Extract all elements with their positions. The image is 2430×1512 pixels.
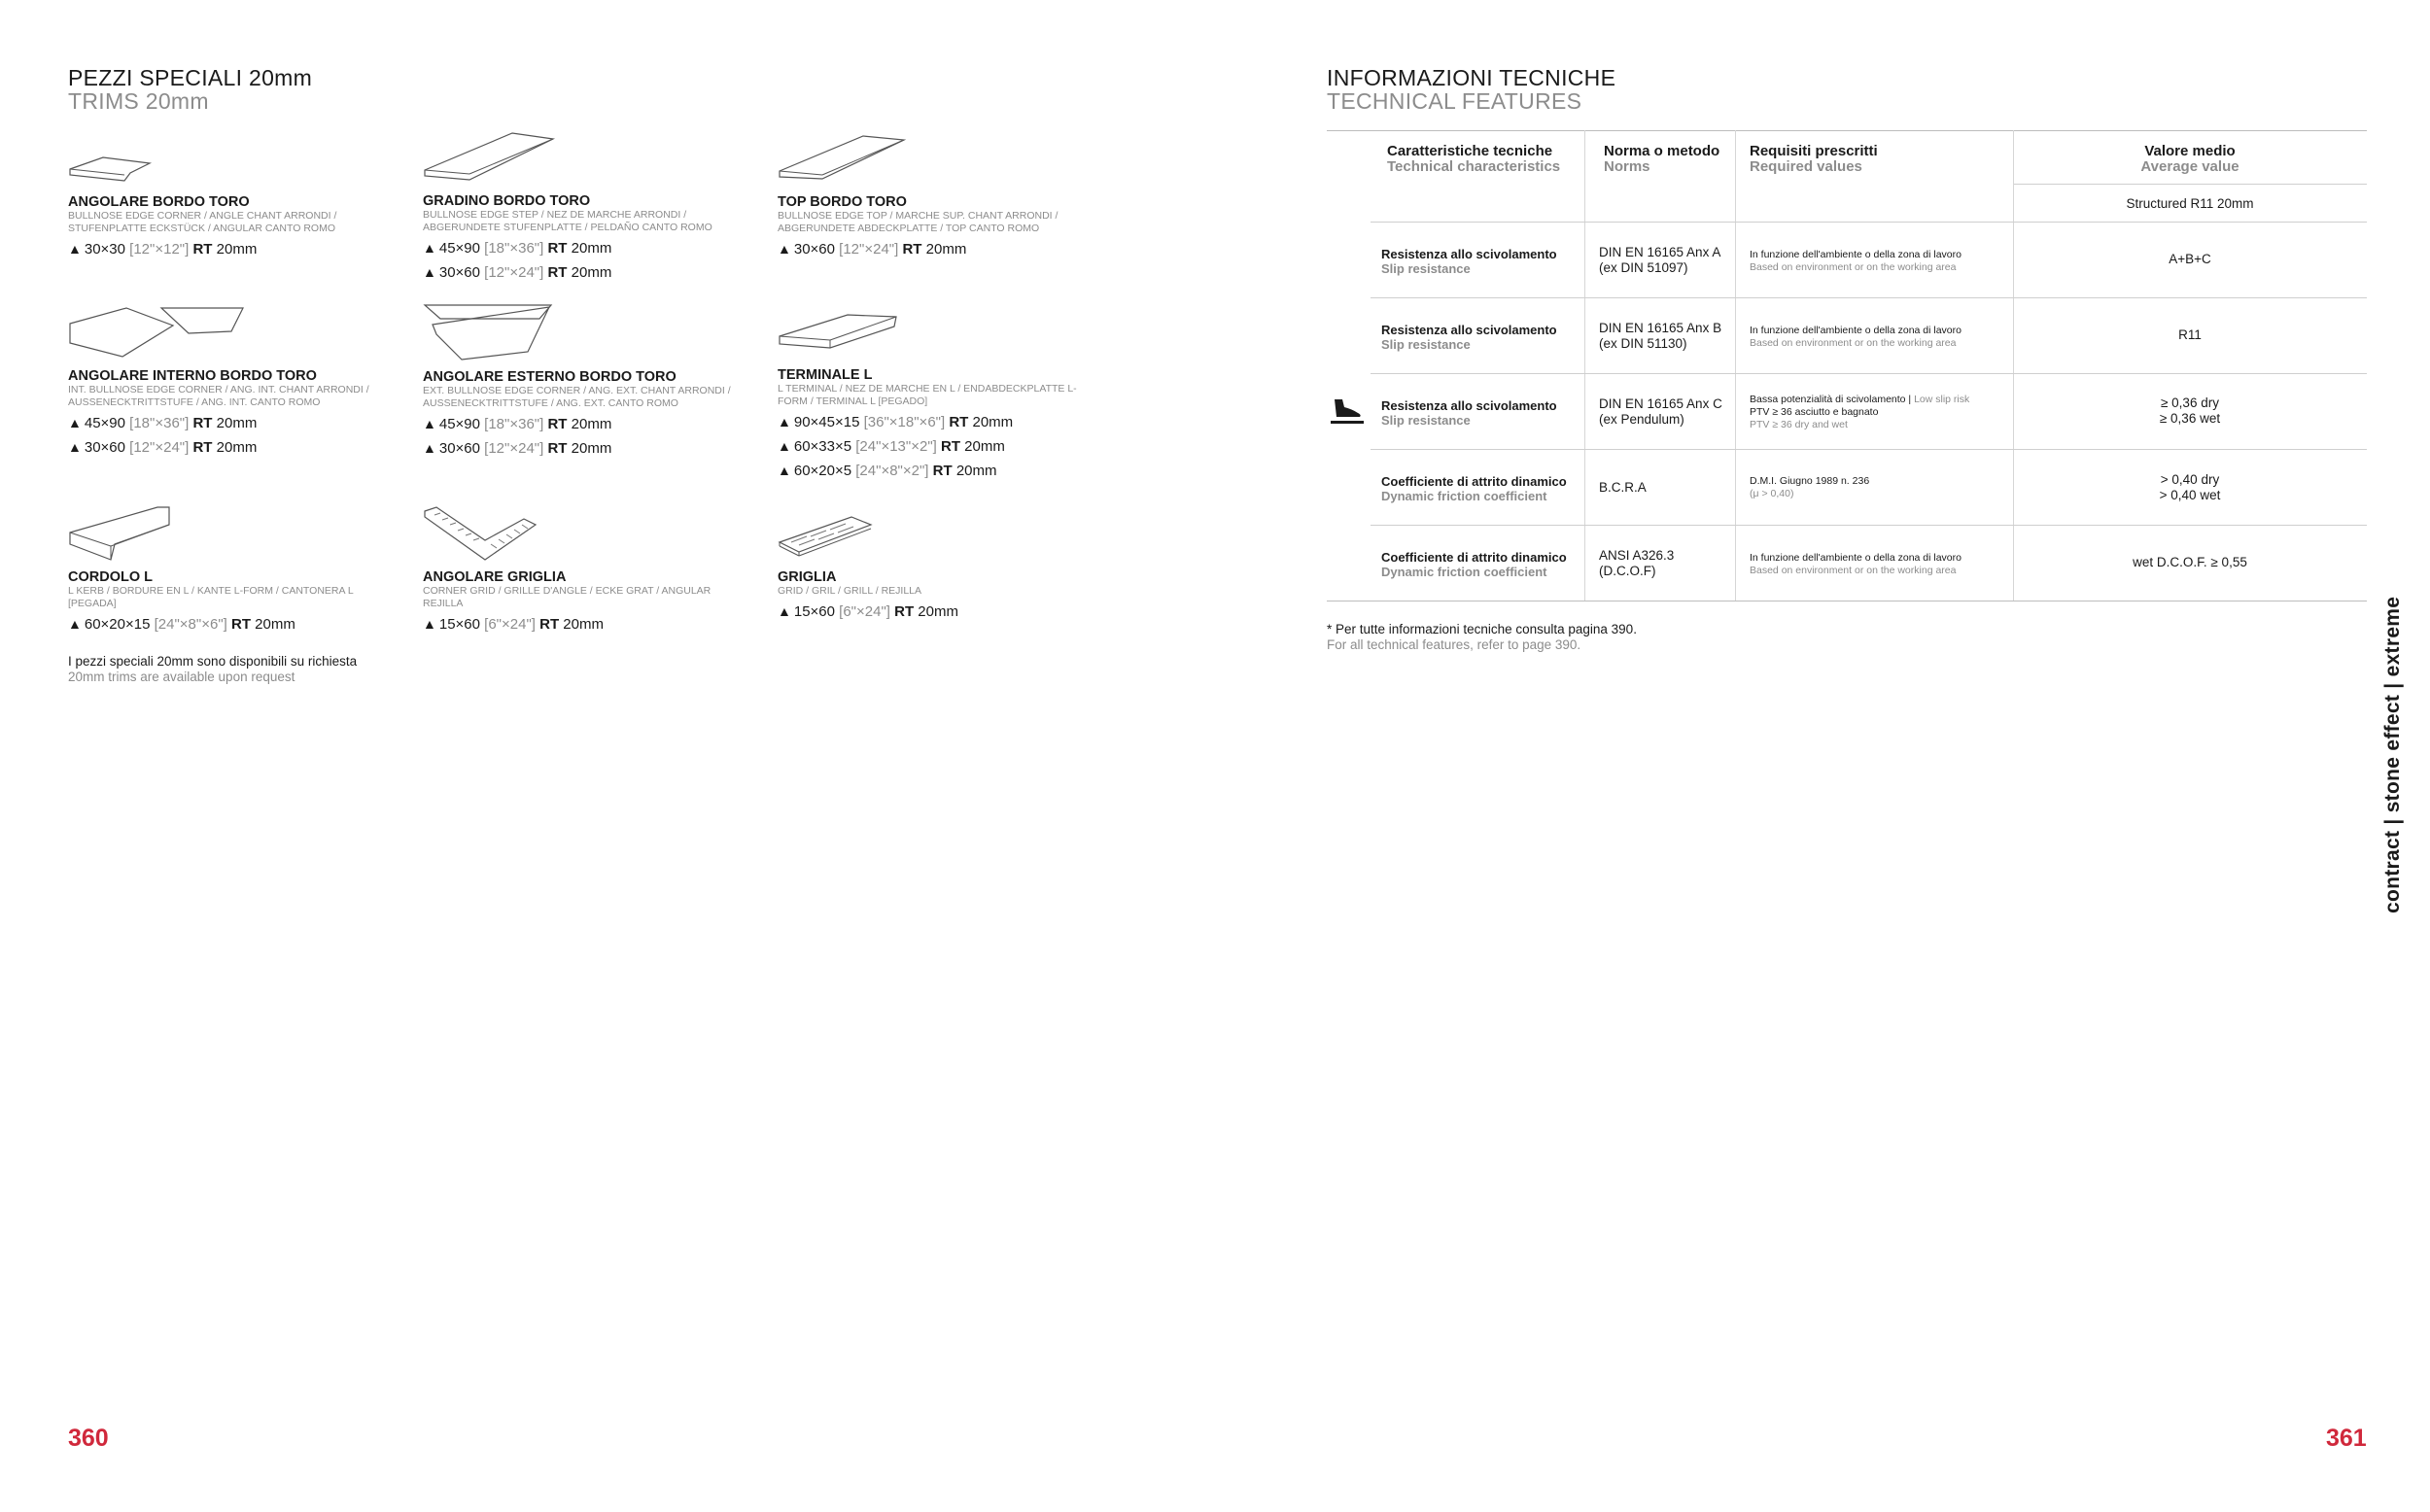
trim-terminale-l	[778, 311, 1098, 481]
trim-angolare-interno-bordo-toro	[68, 304, 389, 458]
trim-description: L TERMINAL / NEZ DE MARCHE EN L / ENDABDECKPLATTE L-FORM / TERMINAL L [PEGADO]	[778, 383, 1077, 407]
size-row: ▲ 30×60 [12"×24"] RT 20mm	[423, 264, 612, 281]
shoe-slip-icon	[1331, 397, 1364, 427]
page-number-left: 360	[68, 1425, 109, 1452]
row-characteristic: Coefficiente di attrito dinamico Dynamic friction coefficient	[1381, 550, 1567, 579]
trim-description: BULLNOSE EDGE TOP / MARCHE SUP. CHANT ARRONDI / ABGERUNDETE ABDECKPLATTE / TOP CANTO ROMO	[778, 210, 1059, 234]
trim-name: ANGOLARE BORDO TORO	[68, 194, 250, 210]
trim-drawing-icon	[68, 154, 156, 189]
trim-description: EXT. BULLNOSE EDGE CORNER / ANG. EXT. CHANT ARRONDI / AUSSENECKTRITTSTUFE / ANG. EXT. CANTO ROMO	[423, 385, 731, 409]
trim-top-bordo-toro	[778, 132, 1098, 259]
trim-drawing-icon	[423, 505, 539, 564]
trim-name: GRIGLIA	[778, 569, 837, 585]
trim-gradino-bordo-toro	[423, 129, 744, 283]
trim-description: L KERB / BORDURE EN L / KANTE L-FORM / CANTONERA L [PEGADA]	[68, 585, 354, 609]
header-characteristics: Caratteristiche tecniche Technical characteristics	[1387, 143, 1561, 175]
header-average-value: Valore medio Average value	[2140, 143, 2239, 175]
trim-cordolo-l	[68, 503, 389, 635]
trim-drawing-icon	[778, 311, 904, 361]
row-requirement: D.M.I. Giugno 1989 n. 236 (μ > 0,40)	[1750, 475, 1870, 499]
row-norm: B.C.R.A	[1599, 480, 1647, 495]
left-subtitle: TRIMS 20mm	[68, 88, 209, 114]
row-norm: DIN EN 16165 Anx C (ex Pendulum)	[1599, 396, 1722, 427]
row-value: A+B+C	[2169, 252, 2211, 266]
trim-name: ANGOLARE INTERNO BORDO TORO	[68, 368, 317, 384]
size-row: ▲ 45×90 [18"×36"] RT 20mm	[423, 240, 612, 257]
trim-description: BULLNOSE EDGE CORNER / ANGLE CHANT ARRONDI / STUFENPLATTE ECKSTÜCK / ANGULAR CANTO ROMO	[68, 210, 337, 234]
header-required-values: Requisiti prescritti Required values	[1750, 143, 1878, 175]
size-row: ▲ 90×45×15 [36"×18"×6"] RT 20mm	[778, 414, 1014, 430]
trim-drawing-icon	[778, 515, 875, 564]
size-row: ▲ 15×60 [6"×24"] RT 20mm	[423, 616, 604, 633]
trim-drawing-icon	[423, 299, 559, 363]
trim-name: ANGOLARE ESTERNO BORDO TORO	[423, 369, 677, 385]
row-value: R11	[2178, 327, 2202, 342]
trim-name: CORDOLO L	[68, 569, 153, 585]
size-row: ▲ 45×90 [18"×36"] RT 20mm	[423, 416, 612, 432]
trim-name: TOP BORDO TORO	[778, 194, 907, 210]
trim-drawing-icon	[68, 304, 253, 362]
row-norm: ANSI A326.3 (D.C.O.F)	[1599, 548, 1675, 578]
note-italian: I pezzi speciali 20mm sono disponibili su richiesta	[68, 654, 358, 669]
trim-griglia	[778, 515, 1098, 622]
trim-name: TERMINALE L	[778, 367, 873, 383]
row-value: ≥ 0,36 dry ≥ 0,36 wet	[2159, 395, 2221, 426]
row-value: wet D.C.O.F. ≥ 0,55	[2133, 555, 2247, 569]
row-norm: DIN EN 16165 Anx A (ex DIN 51097)	[1599, 245, 1721, 275]
trim-name: GRADINO BORDO TORO	[423, 193, 591, 209]
size-row: ▲ 60×20×5 [24"×8"×2"] RT 20mm	[778, 463, 997, 479]
side-category-label: contract | stone effect | extreme	[2381, 596, 2404, 913]
size-row: ▲ 15×60 [6"×24"] RT 20mm	[778, 603, 958, 620]
row-characteristic: Coefficiente di attrito dinamico Dynamic friction coefficient	[1381, 474, 1567, 503]
right-subtitle: TECHNICAL FEATURES	[1327, 88, 1582, 114]
row-characteristic: Resistenza allo scivolamento Slip resistance	[1381, 323, 1557, 352]
row-characteristic: Resistenza allo scivolamento Slip resistance	[1381, 247, 1557, 276]
header-norms: Norma o metodo Norms	[1604, 143, 1720, 175]
row-requirement: In funzione dell'ambiente o della zona di lavoro Based on environment or on the working area	[1750, 249, 1961, 273]
trim-drawing-icon	[68, 503, 175, 564]
size-row: ▲ 60×33×5 [24"×13"×2"] RT 20mm	[778, 438, 1005, 455]
page-number-right: 361	[2326, 1425, 2367, 1452]
trim-drawing-icon	[778, 132, 909, 189]
right-title: INFORMAZIONI TECNICHE	[1327, 65, 1616, 90]
row-requirement: In funzione dell'ambiente o della zona di lavoro Based on environment or on the working area	[1750, 325, 1961, 349]
trim-angolare-esterno-bordo-toro	[423, 299, 744, 459]
size-row: ▲ 30×60 [12"×24"] RT 20mm	[778, 241, 967, 258]
trim-description: INT. BULLNOSE EDGE CORNER / ANG. INT. CHANT ARRONDI / AUSSENECKTRITTSTUFE / ANG. INT. CANTO ROMO	[68, 384, 369, 408]
row-value: > 0,40 dry > 0,40 wet	[2159, 472, 2221, 502]
size-row: ▲ 45×90 [18"×36"] RT 20mm	[68, 415, 258, 431]
note-italian: * Per tutte informazioni tecniche consulta pagina 390.	[1327, 622, 1637, 636]
row-norm: DIN EN 16165 Anx B (ex DIN 51130)	[1599, 321, 1722, 351]
trim-description: CORNER GRID / GRILLE D'ANGLE / ECKE GRAT / ANGULAR REJILLA	[423, 585, 712, 609]
trim-description: BULLNOSE EDGE STEP / NEZ DE MARCHE ARRONDI / ABGERUNDETE STUFENPLATTE / PELDAÑO CANTO ROMO	[423, 209, 712, 233]
trim-drawing-icon	[423, 129, 559, 188]
trim-name: ANGOLARE GRIGLIA	[423, 569, 567, 585]
note-english: For all technical features, refer to page 390.	[1327, 637, 1581, 652]
size-row: ▲ 60×20×15 [24"×8"×6"] RT 20mm	[68, 616, 295, 633]
value-subheader: Structured R11 20mm	[2126, 196, 2254, 211]
row-requirement: Bassa potenzialità di scivolamento | Low slip risk PTV ≥ 36 asciutto e bagnato PTV ≥ 36 dry and wet	[1750, 394, 1970, 430]
size-row: ▲ 30×30 [12"×12"] RT 20mm	[68, 241, 258, 258]
row-requirement: In funzione dell'ambiente o della zona di lavoro Based on environment or on the working area	[1750, 552, 1961, 576]
row-characteristic: Resistenza allo scivolamento Slip resistance	[1381, 398, 1557, 428]
note-english: 20mm trims are available upon request	[68, 670, 295, 684]
left-title: PEZZI SPECIALI 20mm	[68, 65, 313, 90]
size-row: ▲ 30×60 [12"×24"] RT 20mm	[423, 440, 612, 457]
trim-angolare-griglia	[423, 505, 744, 635]
trim-description: GRID / GRIL / GRILL / REJILLA	[778, 585, 922, 597]
size-row: ▲ 30×60 [12"×24"] RT 20mm	[68, 439, 258, 456]
trim-angolare-bordo-toro	[68, 154, 389, 259]
